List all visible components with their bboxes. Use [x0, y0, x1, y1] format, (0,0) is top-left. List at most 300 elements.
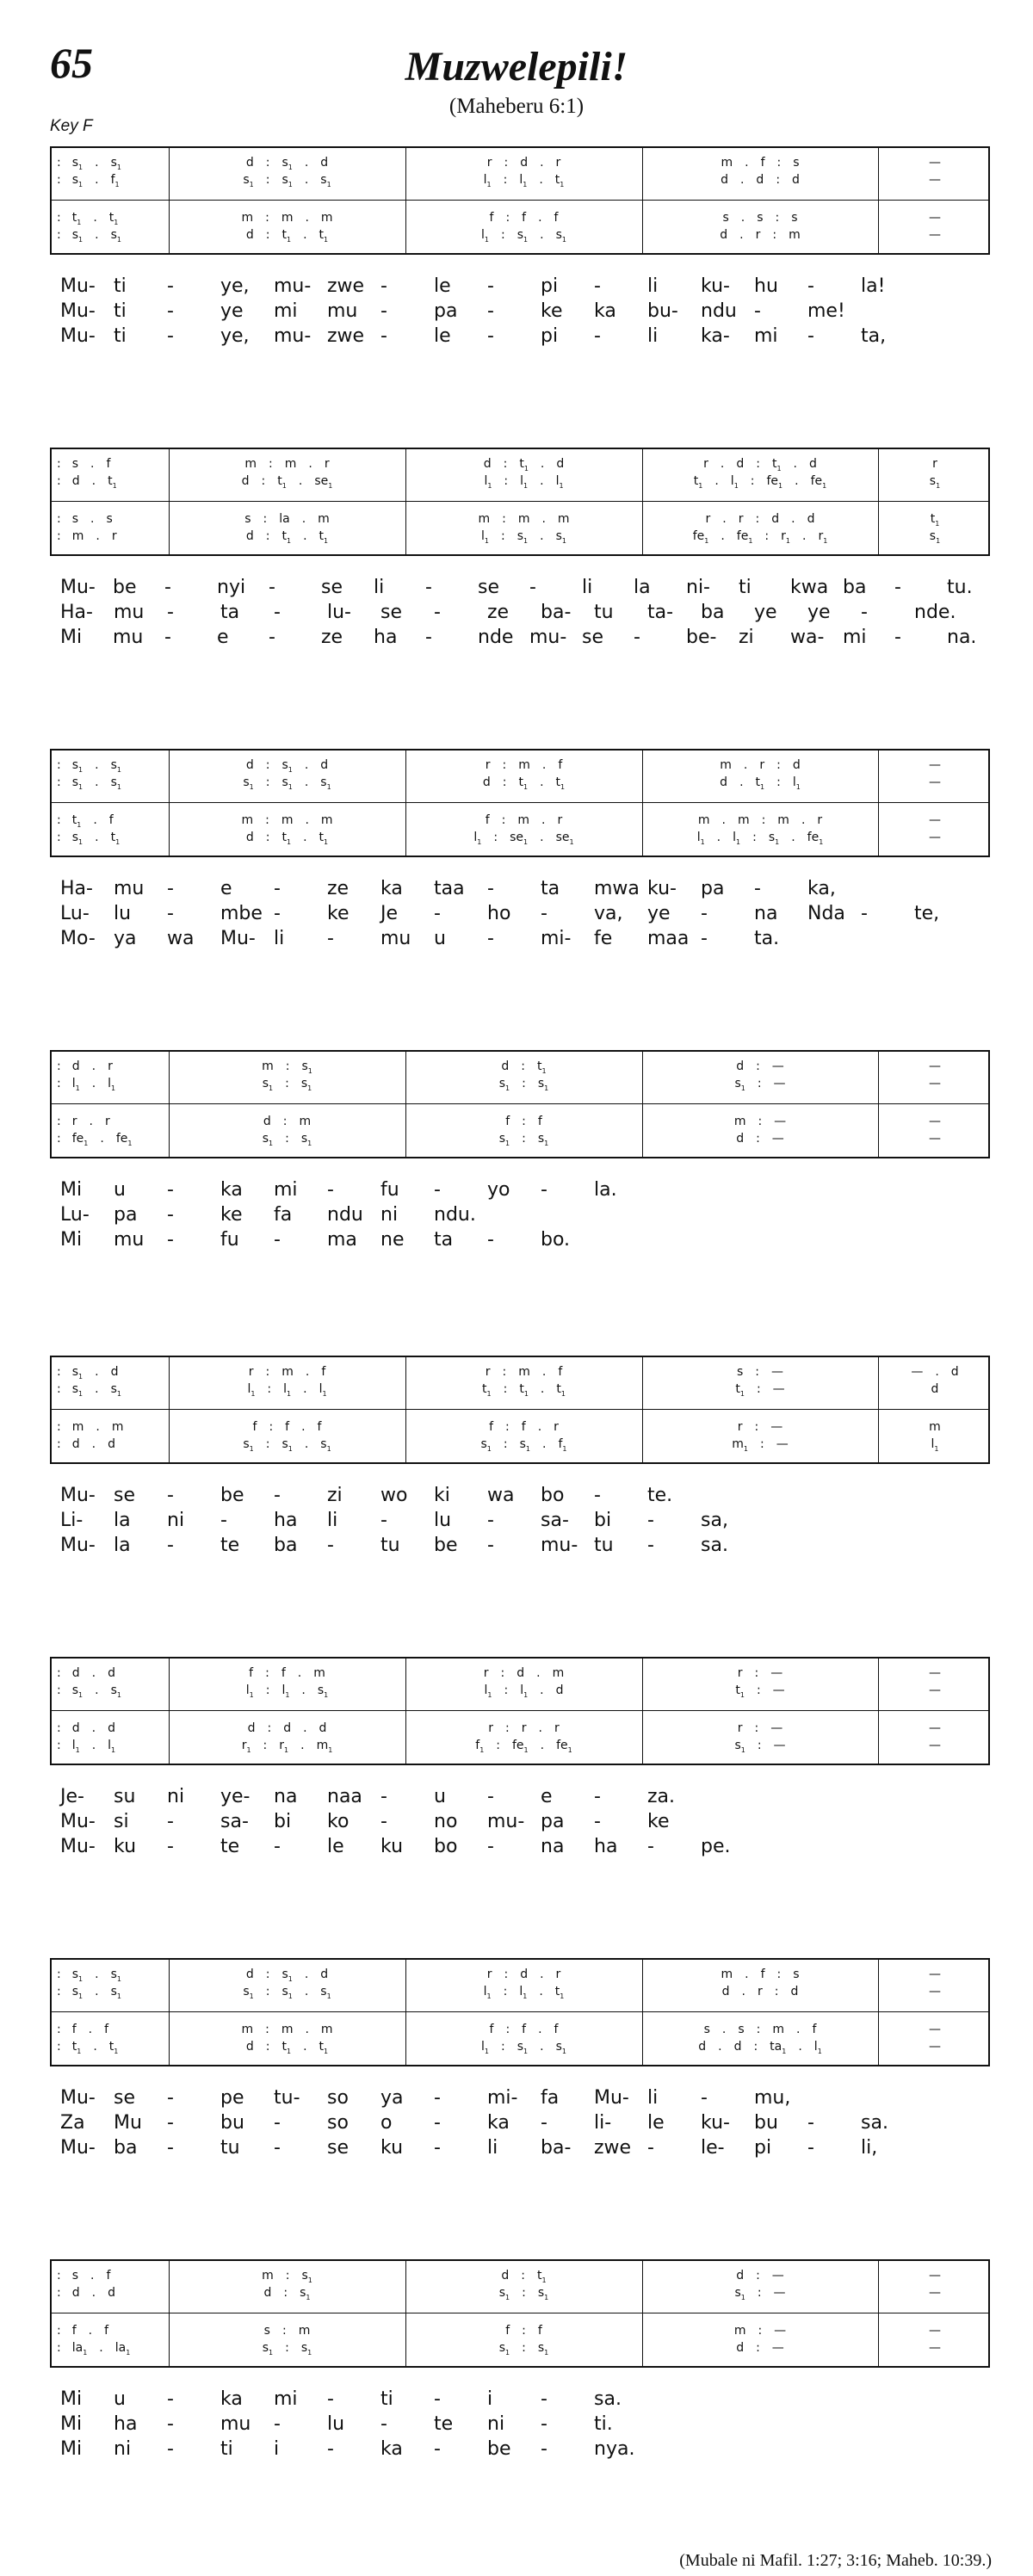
note: r: [703, 457, 708, 471]
note: m: [733, 1115, 746, 1128]
beat-mark: :: [775, 211, 780, 225]
octave-mark: 1: [326, 1445, 331, 1453]
beat-mark: .: [300, 1739, 305, 1752]
octave-mark: 1: [324, 1691, 329, 1699]
note: r: [104, 1115, 110, 1128]
octave-mark: 1: [77, 2048, 82, 2055]
octave-mark: 1: [116, 1390, 121, 1398]
syllable-hyphen: -: [594, 1811, 601, 1832]
note: m: [111, 1420, 124, 1434]
note: d: [247, 1721, 256, 1735]
octave-mark: 1: [569, 838, 574, 846]
octave-mark: 1: [819, 838, 824, 846]
beat-mark: :: [57, 211, 61, 225]
voice-divider: [52, 2011, 988, 2012]
measure: [642, 1418, 878, 1436]
beat-mark: :: [505, 1721, 510, 1735]
note: $s_1$: [110, 1382, 121, 1398]
beat-mark: .: [721, 529, 725, 543]
beat-mark: :: [57, 2269, 61, 2283]
note: —: [773, 2286, 786, 2300]
syllable-hyphen: -: [327, 928, 334, 949]
octave-mark: 1: [775, 838, 780, 846]
beat-mark: :: [57, 173, 61, 187]
lyric-syllable: mwa: [594, 878, 640, 899]
beat-mark: :: [522, 2324, 526, 2338]
octave-mark: 1: [484, 2048, 490, 2055]
lyric-syllable: ku: [380, 1836, 404, 1857]
syllable-hyphen: -: [701, 2087, 708, 2109]
note: $s_1$: [110, 1985, 121, 2000]
note: $fe_1$: [115, 1132, 133, 1147]
note: $s_1$: [110, 1968, 121, 1983]
beat-mark: .: [720, 457, 725, 471]
note: $l_1$: [483, 1985, 492, 2000]
note: r: [932, 457, 937, 471]
lyric-syllable: Mu-: [60, 325, 96, 347]
lyric-syllable: le: [434, 275, 451, 297]
note: —: [929, 1132, 941, 1146]
octave-mark: 1: [281, 482, 287, 490]
note: r: [554, 1420, 559, 1434]
note: —: [929, 1666, 941, 1680]
note: $s_1$: [243, 1985, 254, 2000]
note: $s_1$: [281, 156, 293, 171]
beat-mark: :: [756, 2023, 761, 2036]
note: $t_1$: [519, 1382, 529, 1398]
syllable-hyphen: -: [274, 602, 281, 623]
lyric-syllable: li: [274, 928, 285, 949]
lyric-syllable: ti.: [594, 2413, 613, 2435]
lyric-line: [60, 901, 990, 926]
measure: [878, 1681, 992, 1700]
beat-mark: :: [503, 173, 508, 187]
lyric-syllable: ku-: [701, 275, 730, 297]
beat-mark: .: [93, 211, 97, 225]
lyric-syllable: ze: [487, 602, 510, 623]
lyric-syllable: tu: [220, 2137, 240, 2159]
note: $s_1$: [555, 529, 566, 545]
beat-mark: .: [91, 1077, 96, 1090]
measure: [52, 828, 170, 847]
octave-mark: 1: [77, 219, 82, 226]
note: $s_1$: [301, 2269, 312, 2284]
lyric-syllable: pe.: [701, 1836, 731, 1857]
lyric-syllable: mu: [380, 928, 411, 949]
beat-mark: :: [754, 1666, 759, 1680]
note: $l_1$: [108, 1739, 116, 1754]
note: $t_1$: [556, 1382, 566, 1398]
octave-mark: 1: [269, 2349, 274, 2357]
beat-mark: .: [540, 529, 544, 543]
note: d: [555, 1683, 564, 1697]
note: $s_1$: [320, 1985, 331, 2000]
octave-mark: 1: [288, 1975, 293, 1983]
syllable-hyphen: -: [327, 1179, 334, 1201]
lyric-syllable: ko: [327, 1811, 349, 1832]
lyric-line: [60, 2110, 990, 2135]
lyric-syllable: tu-: [274, 2087, 300, 2109]
beat-mark: .: [90, 512, 95, 526]
note: m: [517, 813, 530, 827]
syllable-hyphen: -: [167, 903, 174, 924]
measure: [169, 1982, 405, 2001]
lyric-syllable: Mi: [60, 627, 83, 648]
octave-mark: 1: [740, 1084, 745, 1092]
measure: [642, 1719, 878, 1738]
lyric-syllable: ni-: [686, 577, 710, 598]
syllable-hyphen: -: [380, 2413, 387, 2435]
note: m: [241, 2023, 254, 2036]
note: f: [317, 1420, 322, 1434]
lyric-syllable: za.: [647, 1786, 676, 1807]
beat-mark: .: [91, 2286, 96, 2300]
lyric-syllable: o: [380, 2112, 393, 2134]
lyric-syllable: fu: [380, 1179, 399, 1201]
beat-mark: :: [776, 173, 781, 187]
note: $r_1$: [241, 1739, 251, 1754]
beat-mark: :: [764, 529, 770, 543]
octave-mark: 1: [525, 1445, 530, 1453]
note: $l_1$: [247, 1382, 256, 1398]
lyric-syllable: li: [374, 577, 385, 598]
beat-mark: :: [57, 1059, 61, 1073]
lyric-syllable: ni: [167, 1510, 185, 1531]
beat-mark: :: [281, 2324, 287, 2338]
soprano-row: [52, 756, 988, 775]
note: —: [774, 2324, 787, 2338]
lyric-syllable: Lu-: [60, 903, 90, 924]
octave-mark: 1: [778, 482, 783, 490]
lyric-syllable: Lu-: [60, 1204, 90, 1226]
lyric-syllable: zwe: [594, 2137, 632, 2159]
note: —: [772, 1683, 785, 1697]
note: f: [489, 211, 494, 225]
note: d: [71, 1059, 80, 1073]
note: m: [929, 1420, 941, 1434]
beat-mark: :: [776, 156, 782, 170]
note: d: [71, 1666, 80, 1680]
note: $l_1$: [555, 474, 564, 490]
measure: [169, 773, 405, 792]
note: —: [929, 831, 941, 844]
syllable-hyphen: -: [754, 878, 761, 899]
lyric-line: [60, 2085, 990, 2110]
beat-mark: :: [754, 1420, 759, 1434]
lyric-syllable: li: [647, 2087, 659, 2109]
note: d: [792, 173, 800, 187]
octave-mark: 1: [523, 838, 529, 846]
measure: [878, 1664, 992, 1683]
beat-mark: .: [739, 775, 744, 789]
voice-divider: [52, 501, 988, 502]
lyric-syllable: Mu-: [60, 1836, 96, 1857]
syllable-hyphen: -: [167, 2087, 174, 2109]
note: s: [106, 512, 113, 526]
lyric-syllable: e: [217, 627, 229, 648]
octave-mark: 1: [523, 1992, 528, 2000]
lyric-syllable: mu,: [754, 2087, 791, 2109]
syllable-hyphen: -: [541, 903, 547, 924]
note: $s_1$: [281, 173, 293, 188]
lyric-syllable: ha: [374, 627, 398, 648]
syllable-hyphen: -: [894, 627, 901, 648]
lyric-syllable: zi: [739, 627, 754, 648]
lyric-syllable: mu: [113, 627, 144, 648]
lyric-syllable: mi-: [487, 2087, 518, 2109]
lyric-syllable: la: [114, 1510, 131, 1531]
note: d: [245, 758, 254, 772]
measure: [405, 1982, 642, 2001]
beat-mark: :: [265, 211, 269, 225]
note: m: [284, 457, 297, 471]
beat-mark: :: [267, 1382, 272, 1396]
octave-mark: 1: [286, 838, 292, 846]
soprano-row: [52, 1965, 988, 1984]
beat-mark: .: [741, 1985, 745, 1998]
beat-mark: .: [95, 1365, 99, 1379]
note: $s_1$: [537, 2341, 549, 2357]
measure: [405, 2037, 642, 2056]
lyric-syllable: nde: [478, 627, 514, 648]
lyric-syllable: mu-: [274, 325, 312, 347]
note: m: [313, 1666, 325, 1680]
note: s: [263, 2324, 270, 2338]
measure: [169, 1435, 405, 1454]
beat-mark: .: [801, 813, 806, 827]
footer-reference: (Mubale ni Mafil. 1:27; 3:16; Maheb. 10:39.): [679, 2551, 992, 2570]
note: f: [281, 1666, 286, 1680]
octave-mark: 1: [251, 1390, 256, 1398]
syllable-hyphen: -: [487, 1510, 494, 1531]
note: m: [281, 2023, 294, 2036]
lyric-line: [60, 1533, 990, 1558]
note: $l_1$: [733, 831, 741, 846]
measure: [169, 454, 405, 473]
measure: [52, 1112, 170, 1131]
lyric-syllable: tu: [594, 602, 614, 623]
syllable-hyphen: -: [487, 325, 494, 347]
note: $fe_1$: [71, 1132, 89, 1147]
note: $s_1$: [71, 228, 84, 244]
note: $l_1$: [519, 1985, 528, 2000]
note: m: [262, 2269, 274, 2283]
lyrics-block: [60, 1483, 990, 1558]
note: s: [736, 1365, 744, 1379]
beat-mark: :: [504, 1683, 509, 1697]
beat-mark: :: [757, 2286, 762, 2300]
lyric-syllable: mu: [327, 300, 358, 322]
octave-mark: 1: [934, 1445, 939, 1453]
voice-divider: [52, 200, 988, 201]
beat-mark: :: [57, 1968, 61, 1981]
lyric-syllable: u: [114, 2388, 126, 2410]
beat-mark: .: [95, 173, 99, 187]
syllable-hyphen: -: [529, 577, 536, 598]
tenor-row: [52, 1112, 988, 1131]
beat-mark: .: [301, 1683, 306, 1697]
beat-mark: :: [57, 2040, 61, 2054]
beat-mark: .: [798, 2040, 802, 2054]
beat-mark: .: [95, 775, 99, 789]
note: $t_1$: [482, 1382, 492, 1398]
beat-mark: .: [303, 1721, 307, 1735]
measure: [52, 454, 170, 473]
lyric-syllable: Ha-: [60, 878, 93, 899]
octave-mark: 1: [739, 1390, 745, 1398]
note: $l_1$: [813, 2040, 822, 2055]
octave-mark: 1: [249, 1445, 254, 1453]
octave-mark: 1: [78, 783, 84, 791]
lyric-syllable: sa-: [220, 1811, 249, 1832]
lyric-syllable: se: [582, 627, 603, 648]
note: $t_1$: [537, 1059, 547, 1075]
syllable-hyphen: -: [274, 1229, 281, 1251]
lyric-syllable: ta-: [647, 602, 674, 623]
lyric-line: [60, 1202, 990, 1227]
measure: [878, 2020, 992, 2039]
octave-mark: 1: [288, 164, 293, 171]
lyric-syllable: te,: [914, 903, 940, 924]
beat-mark: :: [758, 2324, 763, 2338]
measure: [52, 510, 170, 528]
beat-mark: :: [283, 2286, 288, 2300]
syllable-hyphen: -: [647, 1510, 654, 1531]
lyrics-block: [60, 1177, 990, 1252]
beat-mark: .: [305, 2023, 309, 2036]
note: m: [320, 813, 333, 827]
beat-mark: .: [714, 474, 719, 488]
measure: [405, 170, 642, 189]
measure: [878, 756, 992, 775]
measure: [52, 756, 170, 775]
soprano-row: [52, 1057, 988, 1076]
lyric-syllable: Mi: [60, 1229, 83, 1251]
lyric-syllable: i: [487, 2388, 493, 2410]
beat-mark: .: [540, 775, 544, 789]
note: r: [737, 1721, 743, 1735]
beat-mark: :: [522, 2286, 526, 2300]
note: $s_1$: [71, 1968, 84, 1983]
note: d: [736, 1132, 745, 1146]
syllable-hyphen: -: [807, 325, 814, 347]
beat-mark: .: [796, 2023, 801, 2036]
note: f: [812, 2023, 817, 2036]
lyric-syllable: se: [380, 602, 402, 623]
note: $fe_1$: [766, 474, 783, 490]
note: f: [537, 2324, 542, 2338]
octave-mark: 1: [479, 1746, 485, 1754]
octave-mark: 1: [288, 1992, 293, 2000]
beat-mark: .: [745, 156, 749, 170]
syllable-hyphen: -: [634, 627, 640, 648]
note: $l_1$: [792, 775, 801, 791]
lyric-syllable: bu-: [647, 300, 678, 322]
note: —: [929, 1059, 941, 1073]
note: d: [320, 1968, 329, 1981]
lyric-syllable: mi: [754, 325, 778, 347]
note: d: [263, 2286, 272, 2300]
measure: [169, 2037, 405, 2056]
note: $t_1$: [71, 813, 82, 829]
measure: [52, 1435, 170, 1454]
octave-mark: 1: [561, 537, 566, 545]
note: d: [792, 758, 801, 772]
lyric-syllable: mi-: [541, 928, 572, 949]
note: $s_1$: [320, 775, 331, 791]
note: s: [703, 2023, 710, 2036]
note: $fe_1$: [810, 474, 827, 490]
syllable-hyphen: -: [647, 1535, 654, 1556]
lyric-syllable: ye: [647, 903, 671, 924]
measure: [169, 1965, 405, 1984]
beat-mark: :: [57, 1115, 61, 1128]
lyric-syllable: la: [634, 577, 651, 598]
lyric-syllable: ye,: [220, 275, 250, 297]
note: $s_1$: [281, 758, 293, 774]
syllable-hyphen: -: [807, 2137, 814, 2159]
syllable-hyphen: -: [220, 1510, 227, 1531]
note: $l_1$: [108, 1077, 116, 1092]
syllable-hyphen: -: [274, 2112, 281, 2134]
lyric-syllable: ta: [541, 878, 560, 899]
syllable-hyphen: -: [274, 1485, 281, 1506]
measure: [405, 1664, 642, 1683]
octave-mark: 1: [739, 1691, 745, 1699]
octave-mark: 1: [249, 783, 254, 791]
bass-row: [52, 1435, 988, 1454]
beat-mark: .: [304, 1985, 309, 1998]
note: $t_1$: [277, 474, 287, 490]
beat-mark: .: [540, 1739, 545, 1752]
measure: [642, 527, 878, 546]
alto-row: [52, 773, 988, 792]
lyric-syllable: ndu: [327, 1204, 363, 1226]
note: $se_1$: [314, 474, 333, 490]
octave-mark: 1: [114, 219, 119, 226]
lyric-syllable: lu: [434, 1510, 452, 1531]
lyric-syllable: le: [327, 1836, 344, 1857]
lyric-syllable: mi: [274, 2388, 298, 2410]
note: —: [929, 2341, 941, 2355]
measure: [878, 773, 992, 792]
beat-mark: :: [503, 1985, 508, 1998]
syllable-hyphen: -: [434, 2137, 441, 2159]
note: $t_1$: [281, 228, 292, 244]
octave-mark: 1: [288, 181, 293, 188]
lyric-syllable: ke: [541, 300, 563, 322]
lyrics-block: [60, 575, 990, 650]
lyric-syllable: wa: [487, 1485, 515, 1506]
octave-mark: 1: [523, 783, 529, 791]
octave-mark: 1: [307, 1084, 312, 1092]
octave-mark: 1: [505, 1084, 510, 1092]
syllable-hyphen: -: [487, 1836, 494, 1857]
voice-divider: [52, 1103, 988, 1104]
beat-mark: .: [536, 1666, 541, 1680]
beat-mark: :: [756, 1059, 760, 1073]
measure: [169, 1057, 405, 1076]
lyric-syllable: ni: [114, 2438, 132, 2460]
lyric-line: [60, 600, 990, 625]
beat-mark: .: [93, 813, 97, 827]
note: m: [71, 1420, 84, 1434]
octave-mark: 1: [78, 181, 84, 188]
octave-mark: 1: [477, 838, 482, 846]
note: d: [110, 1365, 119, 1379]
measure: [878, 1719, 992, 1738]
measure: [642, 1681, 878, 1700]
